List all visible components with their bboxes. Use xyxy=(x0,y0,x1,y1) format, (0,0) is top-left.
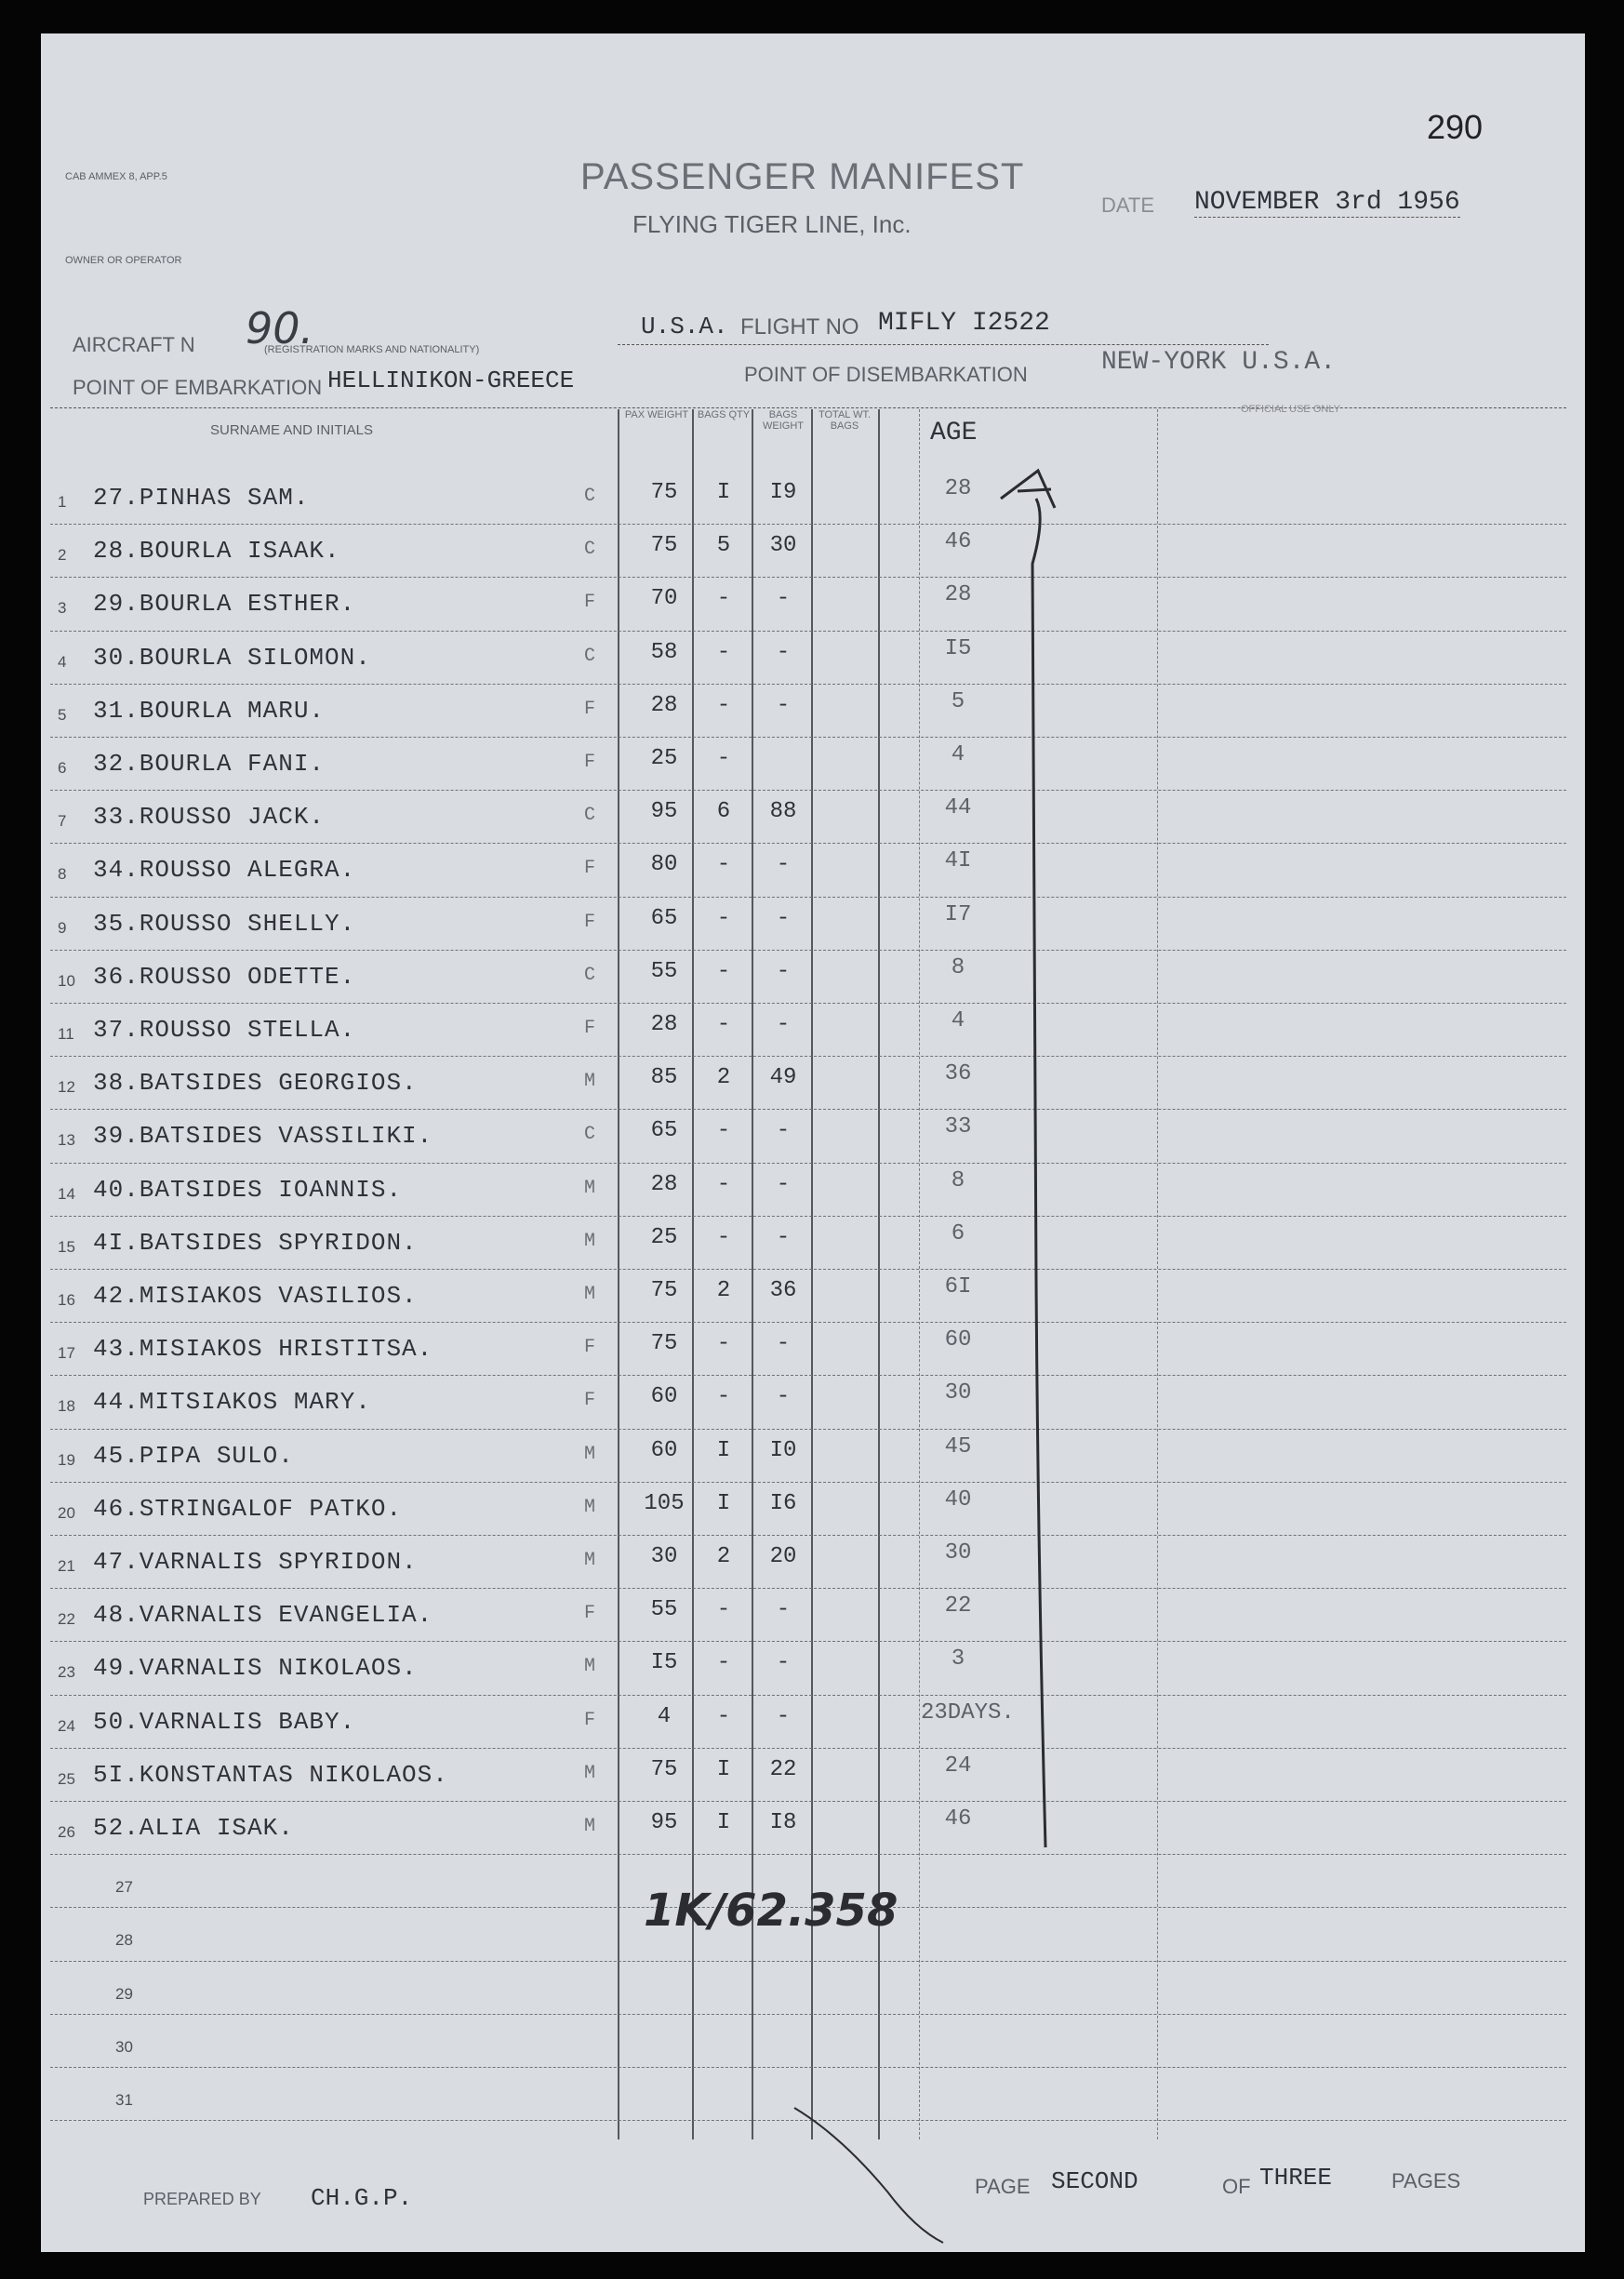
passenger-age: 8 xyxy=(951,1167,965,1193)
row-rule xyxy=(50,950,1566,951)
row-rule xyxy=(50,1003,1566,1004)
passenger-name: 49.VARNALIS NIKOLAOS. xyxy=(93,1654,418,1683)
of-value: THREE xyxy=(1259,2164,1333,2192)
col-line-2 xyxy=(692,409,694,2139)
row-rule xyxy=(50,790,1566,791)
row-rule xyxy=(50,737,1566,738)
col-line-7 xyxy=(1157,409,1158,2139)
row-rule xyxy=(50,1109,1566,1110)
bags-qty: - xyxy=(716,746,731,771)
bags-weight: - xyxy=(776,586,791,612)
passenger-name: 35.ROUSSO SHELLY. xyxy=(93,909,356,938)
date-label: DATE xyxy=(1101,193,1155,217)
bags-qty: - xyxy=(716,1597,731,1623)
row-rule xyxy=(50,897,1566,898)
passenger-age: 8 xyxy=(951,954,965,980)
embarkation-label: POINT OF EMBARKATION xyxy=(73,376,323,399)
row-number: 17 xyxy=(58,1344,75,1363)
passenger-weight: 95 xyxy=(650,799,678,825)
passenger-weight: 58 xyxy=(650,639,678,665)
passenger-age: 45 xyxy=(944,1433,972,1459)
row-number: 21 xyxy=(58,1557,75,1575)
passenger-code: M xyxy=(583,1816,595,1837)
passenger-name: 52.ALIA ISAK. xyxy=(93,1814,294,1842)
passenger-name: 38.BATSIDES GEORGIOS. xyxy=(93,1069,418,1098)
page-value: SECOND xyxy=(1051,2167,1138,2195)
passenger-name: 44.MITSIAKOS MARY. xyxy=(93,1388,371,1417)
bags-weight: 49 xyxy=(769,1065,797,1091)
date-value: NOVEMBER 3rd 1956 xyxy=(1194,188,1460,217)
passenger-code: C xyxy=(583,486,595,507)
passenger-name: 33.ROUSSO JACK. xyxy=(93,803,326,832)
passenger-age: 23DAYS. xyxy=(921,1699,1015,1726)
bags-weight: - xyxy=(776,958,791,984)
passenger-age: 6I xyxy=(944,1274,972,1299)
passenger-code: F xyxy=(583,698,595,720)
passenger-weight: 30 xyxy=(650,1544,678,1569)
row-number: 5 xyxy=(58,705,67,724)
passenger-weight: 25 xyxy=(650,1224,678,1250)
bags-weight: - xyxy=(776,692,791,718)
passenger-name: 29.BOURLA ESTHER. xyxy=(93,590,356,619)
passenger-age: I5 xyxy=(944,635,972,661)
passenger-code: F xyxy=(583,1018,595,1039)
bags-weight: - xyxy=(776,1650,791,1676)
flight-underline xyxy=(618,344,1269,345)
row-number: 1 xyxy=(58,493,67,511)
row-number: 2 xyxy=(58,546,67,565)
row-rule xyxy=(50,1163,1566,1164)
disembarkation-value: NEW-YORK U.S.A. xyxy=(1101,348,1337,377)
bags-qty: I xyxy=(716,1810,731,1835)
cab-form-label: CAB AMMEX 8, APP.5 xyxy=(65,171,167,182)
bags-weight: 36 xyxy=(769,1278,797,1303)
passenger-name: 37.ROUSSO STELLA. xyxy=(93,1016,356,1044)
row-number: 19 xyxy=(58,1450,75,1469)
passenger-age: 22 xyxy=(944,1593,972,1619)
passenger-code: F xyxy=(583,752,595,773)
row-number: 20 xyxy=(58,1503,75,1522)
passenger-code: F xyxy=(583,592,595,614)
row-rule xyxy=(50,843,1566,844)
column-total-wt-bags: TOTAL WT. BAGS xyxy=(818,409,872,432)
row-number: 9 xyxy=(58,918,67,937)
bags-qty: - xyxy=(716,1118,731,1144)
passenger-code: C xyxy=(583,805,595,827)
passenger-name: 45.PIPA SULO. xyxy=(93,1441,294,1470)
passenger-weight: 75 xyxy=(650,1331,678,1357)
passenger-age: 30 xyxy=(944,1540,972,1566)
row-number: 22 xyxy=(58,1610,75,1629)
flight-no-label: FLIGHT NO xyxy=(740,314,859,340)
passenger-code: M xyxy=(583,1496,595,1518)
row-rule xyxy=(50,1748,1566,1749)
passenger-name: 36.ROUSSO ODETTE. xyxy=(93,962,356,991)
passenger-code: F xyxy=(583,1709,595,1731)
row-rule xyxy=(50,2014,1566,2015)
passenger-code: M xyxy=(583,1071,595,1093)
passenger-age: 4I xyxy=(944,848,972,874)
row-number: 11 xyxy=(58,1025,74,1043)
passenger-code: F xyxy=(583,1603,595,1625)
col-line-3 xyxy=(752,409,753,2139)
passenger-name: 42.MISIAKOS VASILIOS. xyxy=(93,1282,418,1310)
col-line-4 xyxy=(811,409,813,2139)
bags-qty: 5 xyxy=(716,533,731,559)
col-line-6 xyxy=(919,409,920,2139)
arrow-annotation xyxy=(980,443,1111,1866)
row-number: 7 xyxy=(58,812,67,831)
manifest-title: PASSENGER MANIFEST xyxy=(580,156,1025,197)
passenger-name: 50.VARNALIS BABY. xyxy=(93,1707,356,1736)
bags-qty: - xyxy=(716,1650,731,1676)
bags-weight: - xyxy=(776,1118,791,1144)
row-rule xyxy=(50,1961,1566,1962)
row-rule xyxy=(50,684,1566,685)
bags-qty: 2 xyxy=(716,1544,731,1569)
passenger-code: F xyxy=(583,911,595,933)
passenger-code: M xyxy=(583,1656,595,1678)
bags-weight: - xyxy=(776,1703,791,1729)
row-rule xyxy=(50,1322,1566,1323)
passenger-name: 30.BOURLA SILOMON. xyxy=(93,643,371,672)
row-number: 18 xyxy=(58,1397,75,1416)
bags-weight: - xyxy=(776,1384,791,1410)
bags-qty: I xyxy=(716,480,731,505)
passenger-code: C xyxy=(583,1124,595,1146)
disembarkation-label: POINT OF DISEMBARKATION xyxy=(744,363,1028,386)
bags-qty: 6 xyxy=(716,799,731,825)
row-rule xyxy=(50,1375,1566,1376)
bags-qty: - xyxy=(716,1012,731,1037)
flight-country: U.S.A. xyxy=(641,313,728,340)
passenger-weight: 95 xyxy=(650,1810,678,1835)
passenger-weight: 28 xyxy=(650,1012,678,1037)
passenger-age: 44 xyxy=(944,795,972,821)
bags-weight: 88 xyxy=(769,799,797,825)
row-number: 10 xyxy=(58,971,75,990)
passenger-code: C xyxy=(583,539,595,561)
passenger-age: 46 xyxy=(944,529,972,555)
col-line-1 xyxy=(618,409,619,2139)
aircraft-label: AIRCRAFT N xyxy=(73,333,195,356)
bags-qty: 2 xyxy=(716,1065,731,1091)
passenger-age: 5 xyxy=(951,688,965,714)
page-number: 290 xyxy=(1427,108,1484,146)
empty-row-number: 28 xyxy=(115,1931,133,1950)
passenger-weight: 75 xyxy=(650,480,678,505)
bags-weight: I9 xyxy=(769,480,797,505)
bags-weight: - xyxy=(776,1224,791,1250)
passenger-name: 34.ROUSSO ALEGRA. xyxy=(93,856,356,885)
bags-weight: - xyxy=(776,1597,791,1623)
row-number: 26 xyxy=(58,1823,75,1841)
row-rule xyxy=(50,1056,1566,1057)
passenger-name: 4I.BATSIDES SPYRIDON. xyxy=(93,1228,418,1257)
passenger-age: 24 xyxy=(944,1753,972,1779)
passenger-code: F xyxy=(583,1390,595,1412)
bags-weight: 20 xyxy=(769,1544,797,1569)
prepared-label: PREPARED BY xyxy=(143,2190,261,2208)
row-number: 3 xyxy=(58,599,67,618)
row-rule xyxy=(50,1216,1566,1217)
manifest-sheet xyxy=(41,33,1585,2252)
bags-weight: - xyxy=(776,1012,791,1037)
passenger-weight: 70 xyxy=(650,586,678,612)
bags-weight: I8 xyxy=(769,1810,797,1835)
bags-weight: - xyxy=(776,1331,791,1357)
row-number: 25 xyxy=(58,1769,75,1788)
row-number: 12 xyxy=(58,1078,75,1097)
passenger-weight: I5 xyxy=(650,1650,678,1676)
bags-weight: I0 xyxy=(769,1437,797,1463)
row-number: 15 xyxy=(58,1237,75,1256)
column-bags-qty: BAGS QTY xyxy=(697,409,751,420)
row-rule xyxy=(50,1269,1566,1270)
passenger-age: 46 xyxy=(944,1806,972,1832)
column-official-use: OFFICIAL USE ONLY xyxy=(1241,404,1340,415)
passenger-weight: 75 xyxy=(650,1756,678,1782)
bags-qty: - xyxy=(716,905,731,931)
passenger-code: M xyxy=(583,1762,595,1784)
passenger-age: 33 xyxy=(944,1114,972,1140)
passenger-weight: 75 xyxy=(650,533,678,559)
column-pax-weight: PAX WEIGHT xyxy=(624,409,689,420)
row-rule xyxy=(50,577,1566,578)
row-rule xyxy=(50,524,1566,525)
passenger-name: 40.BATSIDES IOANNIS. xyxy=(93,1175,403,1204)
passenger-weight: 65 xyxy=(650,905,678,931)
passenger-name: 31.BOURLA MARU. xyxy=(93,696,326,725)
registration-note: (REGISTRATION MARKS AND NATIONALITY) xyxy=(264,344,480,355)
row-rule xyxy=(50,1641,1566,1642)
owner-operator-label: OWNER OR OPERATOR xyxy=(65,255,182,266)
bags-weight: - xyxy=(776,852,791,878)
passenger-weight: 105 xyxy=(644,1490,685,1516)
bags-weight: - xyxy=(776,639,791,665)
row-rule xyxy=(50,1588,1566,1589)
passenger-name: 27.PINHAS SAM. xyxy=(93,484,310,512)
bags-qty: I xyxy=(716,1756,731,1782)
bags-qty: - xyxy=(716,1224,731,1250)
pages-label: PAGES xyxy=(1391,2169,1461,2192)
row-rule xyxy=(50,1429,1566,1430)
bags-qty: - xyxy=(716,852,731,878)
column-surname: SURNAME AND INITIALS xyxy=(210,422,374,438)
row-rule xyxy=(50,631,1566,632)
passenger-weight: 28 xyxy=(650,692,678,718)
bags-qty: I xyxy=(716,1490,731,1516)
passenger-weight: 25 xyxy=(650,746,678,771)
passenger-name: 39.BATSIDES VASSILIKI. xyxy=(93,1122,433,1151)
empty-row-number: 31 xyxy=(115,2091,133,2109)
passenger-weight: 4 xyxy=(657,1703,672,1729)
empty-row-number: 27 xyxy=(115,1878,133,1897)
passenger-weight: 85 xyxy=(650,1065,678,1091)
bags-weight: - xyxy=(776,1171,791,1197)
row-rule xyxy=(50,1695,1566,1696)
empty-row-number: 30 xyxy=(115,2037,133,2056)
passenger-name: 46.STRINGALOF PATKO. xyxy=(93,1494,403,1523)
passenger-weight: 65 xyxy=(650,1118,678,1144)
column-age: AGE xyxy=(930,419,978,447)
passenger-age: 28 xyxy=(944,582,972,608)
embarkation-value: HELLINIKON-GREECE xyxy=(327,367,575,394)
passenger-age: 3 xyxy=(951,1646,965,1673)
bags-qty: 2 xyxy=(716,1278,731,1303)
bags-qty: - xyxy=(716,1384,731,1410)
passenger-weight: 28 xyxy=(650,1171,678,1197)
passenger-age: 4 xyxy=(951,1008,965,1033)
row-rule xyxy=(50,2067,1566,2068)
bags-weight: 22 xyxy=(769,1756,797,1782)
empty-row-number: 29 xyxy=(115,1984,133,2003)
passenger-age: 40 xyxy=(944,1486,972,1513)
passenger-age: 60 xyxy=(944,1327,972,1353)
prepared-value: CH.G.P. xyxy=(311,2184,413,2212)
row-number: 6 xyxy=(58,759,67,777)
row-number: 14 xyxy=(58,1184,75,1203)
passenger-age: I7 xyxy=(944,901,972,927)
bags-qty: I xyxy=(716,1437,731,1463)
row-rule xyxy=(50,1801,1566,1802)
passenger-code: F xyxy=(583,858,595,880)
row-number: 24 xyxy=(58,1716,75,1735)
of-label: OF xyxy=(1222,2175,1251,2198)
passenger-code: M xyxy=(583,1550,595,1571)
passenger-weight: 75 xyxy=(650,1278,678,1303)
passenger-code: M xyxy=(583,1230,595,1252)
bags-weight: I6 xyxy=(769,1490,797,1516)
row-number: 16 xyxy=(58,1291,75,1309)
owner-operator: FLYING TIGER LINE, Inc. xyxy=(632,210,912,238)
bags-qty: - xyxy=(716,586,731,612)
row-number: 13 xyxy=(58,1131,75,1150)
passenger-age: 4 xyxy=(951,742,965,767)
passenger-code: F xyxy=(583,1337,595,1359)
passenger-age: 30 xyxy=(944,1380,972,1406)
passenger-code: M xyxy=(583,1284,595,1305)
passenger-name: 47.VARNALIS SPYRIDON. xyxy=(93,1548,418,1576)
bags-qty: - xyxy=(716,958,731,984)
totals-handwritten: 1K/62.358 xyxy=(644,1885,899,1937)
row-rule xyxy=(50,1535,1566,1536)
passenger-code: M xyxy=(583,1443,595,1465)
passenger-weight: 55 xyxy=(650,1597,678,1623)
passenger-weight: 60 xyxy=(650,1384,678,1410)
bags-qty: - xyxy=(716,1331,731,1357)
passenger-name: 48.VARNALIS EVANGELIA. xyxy=(93,1601,433,1630)
bags-qty: - xyxy=(716,1171,731,1197)
scribble-line xyxy=(785,2099,952,2247)
bags-qty: - xyxy=(716,692,731,718)
row-rule xyxy=(50,1854,1566,1855)
col-line-5 xyxy=(878,409,880,2139)
row-number: 4 xyxy=(58,652,67,671)
bags-qty: - xyxy=(716,1703,731,1729)
flight-no-value: MIFLY I2522 xyxy=(878,309,1050,338)
passenger-age: 28 xyxy=(944,476,972,501)
column-bags-weight: BAGS WEIGHT xyxy=(763,409,804,432)
passenger-name: 32.BOURLA FANI. xyxy=(93,750,326,778)
passenger-age: 6 xyxy=(951,1220,965,1246)
page-label: PAGE xyxy=(975,2175,1031,2198)
passenger-name: 28.BOURLA ISAAK. xyxy=(93,537,340,566)
bags-weight: 30 xyxy=(769,533,797,559)
passenger-weight: 60 xyxy=(650,1437,678,1463)
passenger-code: C xyxy=(583,645,595,667)
bags-qty: - xyxy=(716,639,731,665)
passenger-name: 5I.KONSTANTAS NIKOLAOS. xyxy=(93,1760,448,1789)
row-rule xyxy=(50,1482,1566,1483)
row-number: 23 xyxy=(58,1663,75,1682)
passenger-weight: 55 xyxy=(650,958,678,984)
passenger-age: 36 xyxy=(944,1061,972,1087)
aircraft-number: 90. xyxy=(246,303,314,353)
passenger-weight: 80 xyxy=(650,852,678,878)
passenger-name: 43.MISIAKOS HRISTITSA. xyxy=(93,1335,433,1364)
passenger-code: C xyxy=(583,964,595,986)
row-number: 8 xyxy=(58,865,67,884)
passenger-code: M xyxy=(583,1177,595,1199)
bags-weight: - xyxy=(776,905,791,931)
